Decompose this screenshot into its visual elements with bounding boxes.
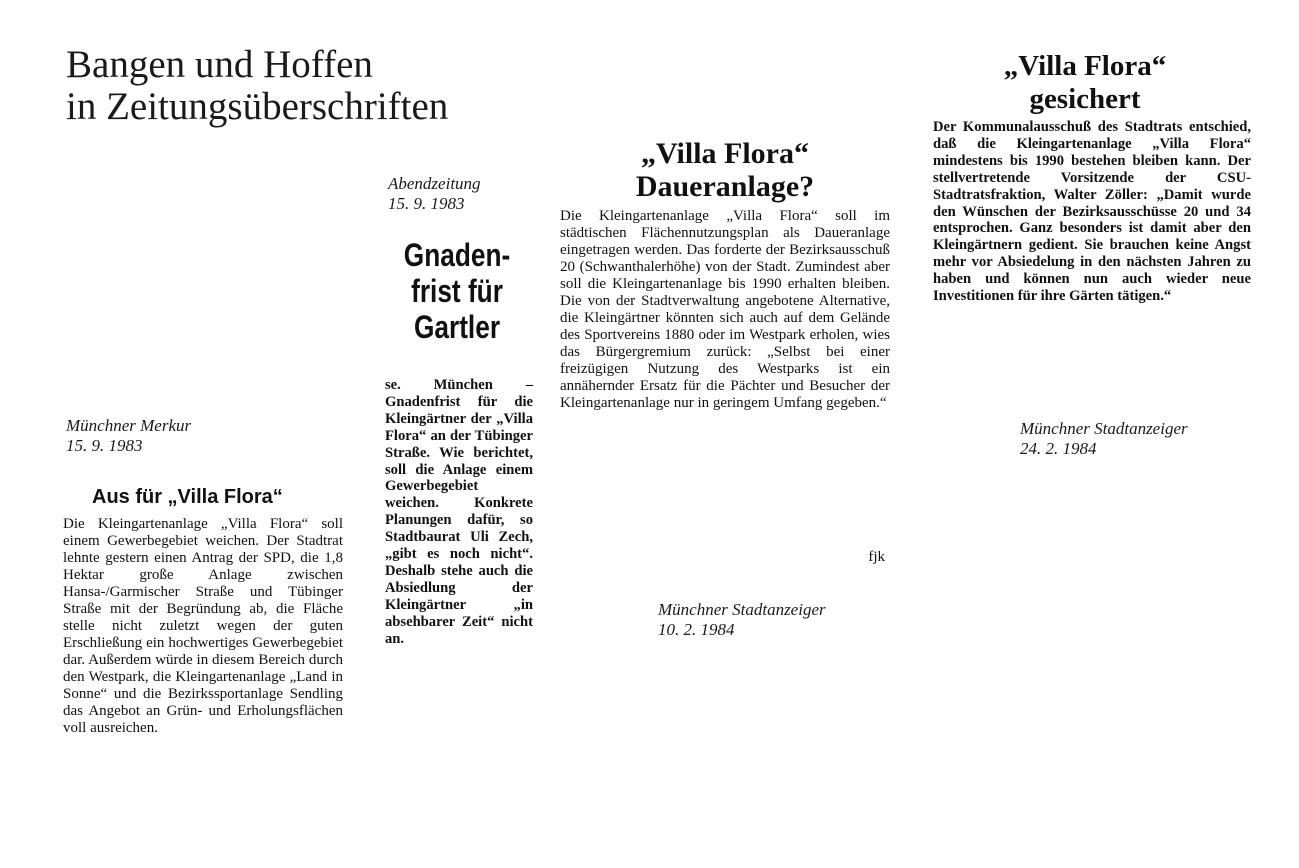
stadtanzeiger-2-source-date: 24. 2. 1984 [1020, 439, 1097, 458]
stadtanzeiger-1-source-date: 10. 2. 1984 [658, 620, 735, 639]
abendzeitung-headline [391, 237, 524, 345]
stadtanzeiger-1-signature: fjk [868, 549, 885, 565]
stadtanzeiger-1-headline-line-2: Daueranlage? [635, 170, 815, 203]
abendzeitung-headline-line-1: Gnaden- [403, 237, 511, 273]
abendzeitung-headline-line-2: frist für [411, 273, 503, 309]
merkur-source-date: 15. 9. 1983 [66, 436, 143, 455]
merkur-article-text: Die Kleingartenanlage „Villa Flora“ soll einem Gewerbegebiet weichen. Der Stadtrat lehnte gestern einen Antrag der SPD, die 1,8 Hektar große Anlage zwischen Hansa-/Garmischer Straße und Tübinger Straße mit der Begründung ab, die Fläche stelle nicht zuletzt wegen der guten Erschließung ein hochwertiges Gewerbegebiet dar. Außerdem würde in diesem Bereich durch den Westpark, die Kleingartenanlage „Land in Sonne“ und die Bezirkssportanlage Sendling das Angebot an Grün- und Erholungsflächen voll ausreichen. [63, 516, 343, 736]
stadtanzeiger-2-source [1020, 419, 1188, 459]
stadtanzeiger-2-headline [920, 50, 1250, 116]
abendzeitung-headline-line-3: Gartler [413, 309, 501, 345]
stadtanzeiger-1-article-text: Die Kleingartenanlage „Villa Flora“ soll im städtischen Flächennutzungsplan als Daueranlage eingetragen werden. Das forderte der Bezirksausschuß 20 (Schwanthalerhöhe) von der Stadt. Zumindest aber soll die Kleingartenanlage bis 1990 erhalten bleiben. Die von der Stadtverwaltung angebotene Alternative, die Kleingärtner könnten sich auch auf dem Gelände des Sportvereins 1880 oder im Westpark erholen, wies das Bürgergremium zurück: „Selbst bei einer freizügigen Nutzung des Westparks ist ein annähernder Ersatz für die Pächter und Besucher der Kleingartenanlage nur in geringem Umfang gegeben.“ [560, 208, 890, 411]
merkur-headline: Aus für „Villa Flora“ [92, 486, 283, 508]
stadtanzeiger-2-headline-line-1: „Villa Flora“ [1003, 50, 1167, 82]
stadtanzeiger-2-headline-line-2: gesichert [1029, 83, 1141, 115]
stadtanzeiger-2-article-text: Der Kommunalausschuß des Stadtrats entschied, daß die Kleingartenanlage „Villa Flora“ mindestens bis 1990 bestehen bleiben kann. Der stellvertretende Vorsitzende der CSU-Stadtratsfraktion, Walter Zöller: „Damit wurde den Wünschen der Bezirksausschüsse 20 und 34 entsprochen. Ganz besonders ist damit aber den Kleingärtnern gedient. Sie brauchen keine Angst mehr vor Absiedelung in den nächsten Jahren zu haben und können nun auch wieder neue Investitionen für ihre Gärten tätigen.“ [933, 119, 1251, 305]
stadtanzeiger-1-source [658, 600, 826, 640]
abendzeitung-article-text: se. München – Gnadenfrist für die Kleingärtner der „Villa Flora“ an der Tübinger Straße. Wie berichtet, soll die Anlage einem Gewerbegebiet weichen. Konkrete Planungen dafür, so Stadtbaurat Uli Zech, „gibt es noch nicht“. Deshalb stehe auch die Absiedlung der Kleingärtner „in absehbarer Zeit“ nicht an. [385, 377, 533, 647]
merkur-source-name: Münchner Merkur [66, 416, 192, 435]
page-title-line-1: Bangen und Hoffen [66, 43, 373, 86]
stadtanzeiger-1-headline-line-1: „Villa Flora“ [640, 137, 810, 170]
page-title-line-2: in Zeitungsüberschriften [66, 85, 449, 128]
stadtanzeiger-1-headline [560, 137, 890, 203]
abendzeitung-source-name: Abendzeitung [388, 174, 481, 193]
page-title [66, 44, 448, 128]
merkur-source [66, 416, 191, 456]
abendzeitung-source [388, 174, 481, 214]
abendzeitung-source-date: 15. 9. 1983 [388, 194, 465, 213]
stadtanzeiger-2-source-name: Münchner Stadtanzeiger [1020, 419, 1188, 438]
stadtanzeiger-1-source-name: Münchner Stadtanzeiger [658, 600, 826, 619]
